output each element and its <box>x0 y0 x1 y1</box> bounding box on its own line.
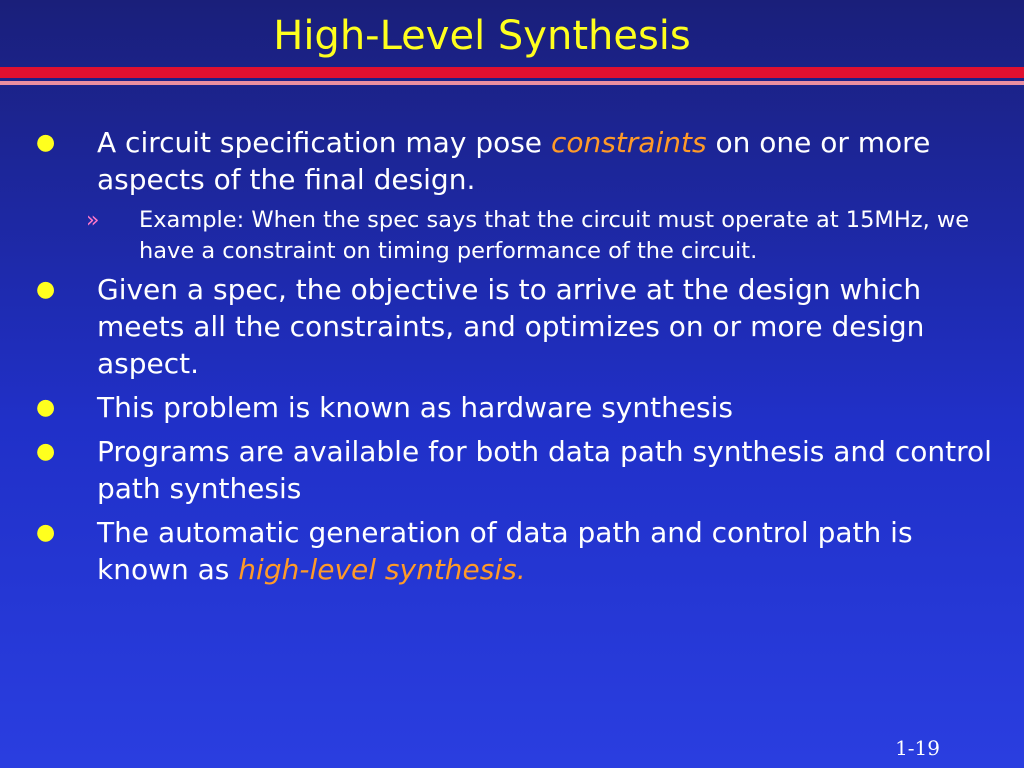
item-text: on one or more aspects of the final design. <box>97 126 931 196</box>
slide-title: High-Level Synthesis <box>273 13 691 59</box>
bullet-icon: ● <box>36 395 56 420</box>
bullet-icon: ● <box>36 130 56 155</box>
sub-bullet-icon: » <box>86 208 100 233</box>
list-item <box>0 389 1024 426</box>
sub-item-text: Example: When the spec says that the circuit must operate at 15MHz, we have a constraint on timing performance of the circuit. <box>139 207 970 264</box>
item-text: Programs are available for both data path synthesis and control path synthesis <box>97 435 992 505</box>
item-text: This problem is known as hardware synthesis <box>97 391 734 424</box>
list-item <box>0 124 1024 198</box>
item-text: A circuit specification may pose <box>97 126 551 159</box>
title-divider-red <box>0 67 1024 78</box>
sub-list-item <box>0 205 1024 267</box>
bullet-icon: ● <box>36 277 56 302</box>
emphasis-text: high-level synthesis. <box>238 553 526 586</box>
item-text: Given a spec, the objective is to arrive at the design which meets all the constraints, and optimizes on or more design aspect. <box>97 273 925 380</box>
emphasis-text: constraints <box>550 126 707 159</box>
title-divider-pink <box>0 81 1024 85</box>
list-item <box>0 271 1024 382</box>
bullet-icon: ● <box>36 520 56 545</box>
page-number: 1-19 <box>895 736 940 760</box>
list-item <box>0 514 1024 588</box>
bullet-icon: ● <box>36 439 56 464</box>
list-item <box>0 433 1024 507</box>
bullet-list <box>0 124 1024 595</box>
item-text: The automatic generation of data path and control path is known as <box>97 516 913 586</box>
